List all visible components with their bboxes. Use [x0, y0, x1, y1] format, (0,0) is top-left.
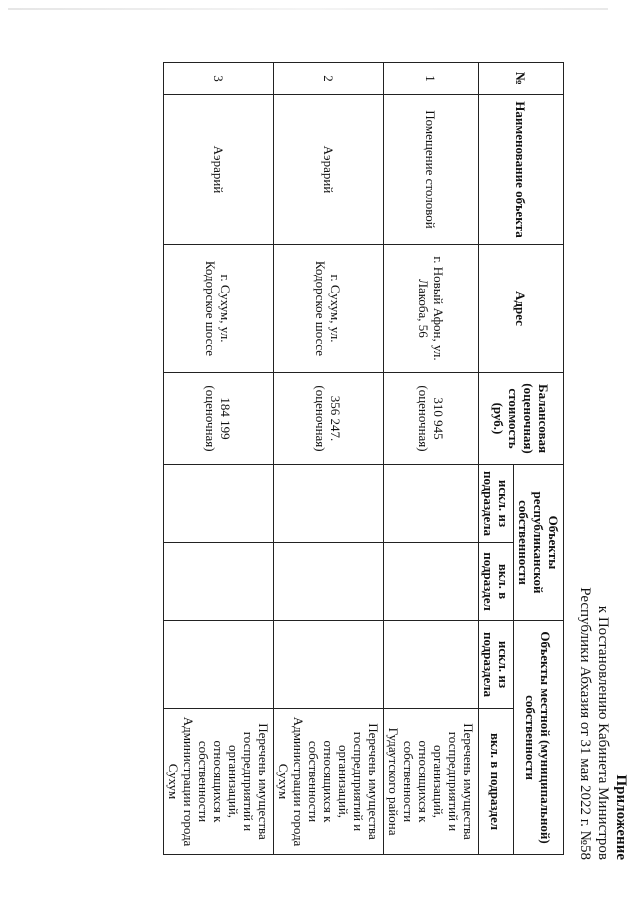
header-municipal-excl: искл. из подраздела: [479, 621, 514, 709]
row-republic-incl: [384, 543, 479, 621]
row-republic-incl: [164, 543, 274, 621]
row-municipal-incl: Перечень имущества госпредприятий и организаций, относящихся к собственности Гудаутского района: [384, 709, 479, 855]
table-row: [164, 63, 274, 855]
row-name: Аэрарий: [274, 95, 384, 245]
row-republic-excl: [384, 465, 479, 543]
heading-title: Приложение: [613, 774, 629, 860]
header-municipal-group: Объекты местной (муниципальной) собственности: [514, 621, 564, 855]
row-num: 3: [164, 63, 274, 95]
heading-line-1: к Постановлению Кабинета Министров: [595, 605, 611, 860]
row-value: 184 199 (оценочная): [164, 373, 274, 465]
header-value: Балансовая (оценочная) стоимость (руб.): [479, 373, 564, 465]
row-municipal-excl: [164, 621, 274, 709]
row-num: 2: [274, 63, 384, 95]
header-republic-group: Объекты республиканской собственности: [514, 465, 564, 621]
row-municipal-incl: Перечень имущества госпредприятий и организаций, относящихся к собственности Администрации города Сухум: [164, 709, 274, 855]
row-num: 1: [384, 63, 479, 95]
header-name: Наименование объекта: [479, 95, 564, 245]
row-address: г. Новый Афон, ул. Лакоба, 56: [384, 245, 479, 373]
heading-line-2: Республики Абхазия от 31 мая 2022 г. №58: [577, 587, 593, 860]
header-address: Адрес: [479, 245, 564, 373]
row-republic-excl: [274, 465, 384, 543]
table-row: [384, 63, 479, 855]
row-municipal-excl: [384, 621, 479, 709]
header-num: №: [479, 63, 564, 95]
row-value: 310 945 (оценочная): [384, 373, 479, 465]
header-republic-excl: искл. из подраздела: [479, 465, 514, 543]
row-name: Аэрарий: [164, 95, 274, 245]
row-municipal-incl: Перечень имущества госпредприятий и организаций, относящихся к собственности Администрации города Сухум: [274, 709, 384, 855]
document-heading: [576, 530, 630, 860]
row-republic-excl: [164, 465, 274, 543]
table-row: [274, 63, 384, 855]
property-table: [163, 62, 564, 855]
row-address: г. Сухум, ул. Кодорское шоссе: [164, 245, 274, 373]
row-address: г. Сухум, ул. Кодорское шоссе: [274, 245, 384, 373]
row-name: Помещение столовой: [384, 95, 479, 245]
row-municipal-excl: [274, 621, 384, 709]
row-republic-incl: [274, 543, 384, 621]
header-municipal-incl: вкл. в подраздел: [479, 709, 514, 855]
row-value: 356 247. (оценочная): [274, 373, 384, 465]
header-republic-incl: вкл. в подраздел: [479, 543, 514, 621]
